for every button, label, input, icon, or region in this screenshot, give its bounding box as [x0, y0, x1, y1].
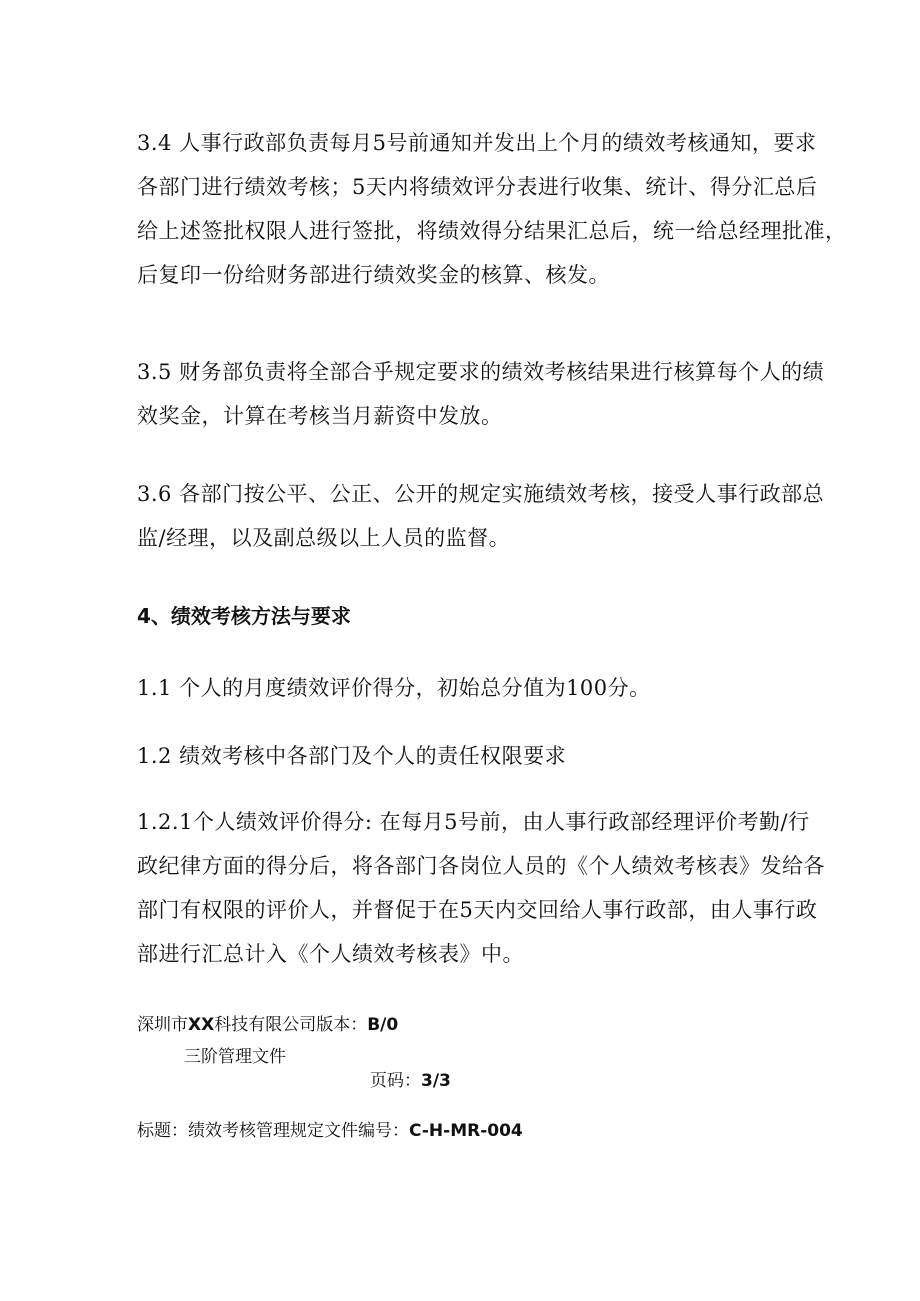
paragraph-line: 监/经理，以及副总级以上人员的监督。: [137, 526, 511, 550]
version-value: B/0: [367, 1015, 399, 1035]
footer-page-number: [370, 1066, 451, 1091]
footer-title-docnumber: [137, 1116, 523, 1141]
paragraph-3-6: [137, 472, 825, 560]
paragraph-line: 部进行汇总计入《个人绩效考核表》中。: [137, 942, 524, 966]
item-1-2: 1.2 绩效考核中各部门及个人的责任权限要求: [137, 744, 567, 768]
doc-number: C-H-MR-004: [409, 1121, 523, 1141]
page-value: 3/3: [421, 1071, 451, 1091]
paragraph-1-2-1: [137, 800, 825, 976]
paragraph-line: 3.4 人事行政部负责每月5号前通知并发出上个月的绩效考核通知，要求: [137, 131, 817, 155]
paragraph-line: 部门有权限的评价人，并督促于在5天内交回给人事行政部，由人事行政: [137, 898, 818, 922]
paragraph-line: 后复印一份给财务部进行绩效奖金的核算、核发。: [137, 263, 610, 287]
paragraph-line: 效奖金，计算在考核当月薪资中发放。: [137, 404, 503, 428]
footer-company-version: [137, 1010, 398, 1035]
paragraph-line: 1.2.1个人绩效评价得分: 在每月5号前，由人事行政部经理评价考勤/行: [137, 810, 810, 834]
company-prefix: 深圳市: [137, 1015, 188, 1035]
company-suffix: 科技有限公司版本：: [214, 1015, 368, 1035]
paragraph-line: 政纪律方面的得分后，将各部门各岗位人员的《个人绩效考核表》发给各: [137, 854, 825, 878]
paragraph-line: 3.6 各部门按公平、公正、公开的规定实施绩效考核，接受人事行政部总: [137, 482, 825, 506]
page-label: 页码：: [370, 1071, 421, 1091]
paragraph-line: 给上述签批权限人进行签批，将绩效得分结果汇总后，统一给总经理批准，: [137, 219, 847, 243]
paragraph-3-5: [137, 350, 825, 438]
title-label: 标题：绩效考核管理规定文件编号：: [137, 1121, 409, 1141]
footer-doc-category: 三阶管理文件: [184, 1047, 286, 1067]
paragraph-line: 3.5 财务部负责将全部合乎规定要求的绩效考核结果进行核算每个人的绩: [137, 360, 825, 384]
item-1-1: 1.1 个人的月度绩效评价得分，初始总分值为100分。: [137, 676, 651, 700]
section-heading-4: 4、绩效考核方法与要求: [137, 604, 351, 628]
company-code: XX: [188, 1015, 215, 1035]
paragraph-line: 各部门进行绩效考核；5天内将绩效评分表进行收集、统计、得分汇总后: [137, 175, 818, 199]
paragraph-3-4: [137, 121, 847, 297]
